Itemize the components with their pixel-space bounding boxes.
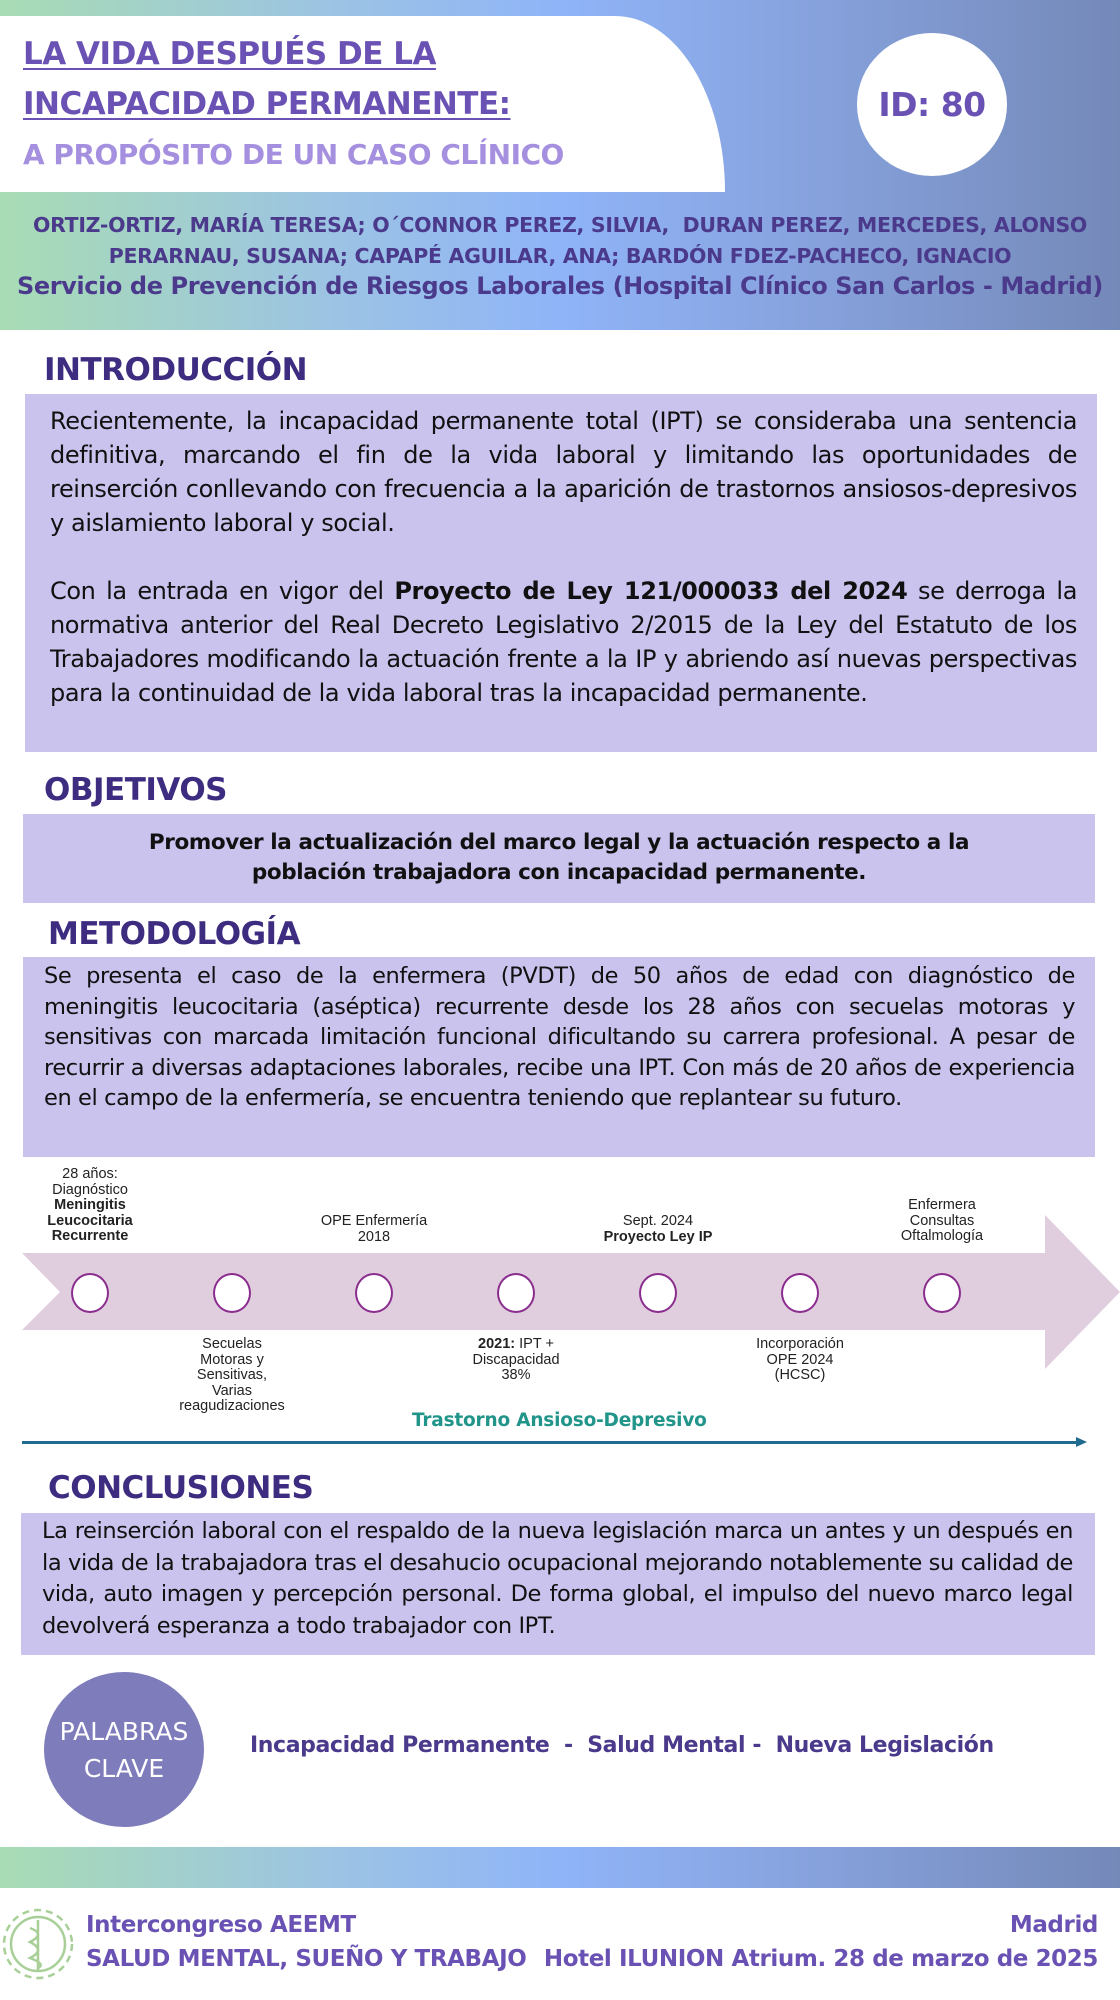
event-line: Consultas [909,1212,975,1229]
event-line: Sensitivas, [196,1367,268,1383]
event-line [472,1337,559,1353]
timeline-event-oftalmologia [901,1198,983,1245]
event-line: Meningitis [54,1197,126,1213]
section-title-metodologia: METODOLOGÍA [48,916,301,952]
poster-subtitle: A PROPÓSITO DE UN CASO CLÍNICO [23,138,564,171]
event-line: OPE Enfermería [320,1213,428,1229]
section-title-objetivos: OBJETIVOS [44,772,227,808]
event-line: OPE 2024 [766,1351,834,1368]
timeline-event-proyecto-ley [604,1214,713,1245]
id-badge-text: ID: 80 [878,85,986,124]
timeline-node-5[interactable] [639,1273,677,1313]
authors [0,210,1120,272]
timeline-node-4[interactable] [497,1273,535,1313]
authors-line-2: PERARNAU, SUSANA; CAPAPÉ AGUILAR, ANA; BARDÓN FDEZ-PACHECO, IGNACIO [108,244,1012,268]
timeline-event-ipt-2021 [472,1337,559,1384]
arrow-right-icon [1076,1437,1087,1447]
event-line: Leucocitaria [47,1212,133,1229]
event-line: Secuelas [202,1336,262,1352]
metodologia-text: Se presenta el caso de la enfermera (PVDT) de 50 años de edad con diagnóstico de meningitis leucocitaria (aséptica) recurrente desde los 28 años con secuelas motoras y sensitivas con marcada limitación funcional dificultando su carrera profesional. A pesar de recurrir a diversas adaptaciones laborales, recibe una IPT. Con más de 20 años de experiencia en el campo de la enfermería, se encuentra teniendo que replantear su futuro. [44,963,1075,1111]
keywords-badge-line-2: CLAVE [83,1753,165,1783]
authors-line-1: ORTIZ-ORTIZ, MARÍA TERESA; O´CONNOR PEREZ, SILVIA, DURAN PEREZ, MERCEDES, ALONSO [32,213,1088,237]
timeline-node-3[interactable] [355,1273,393,1313]
timeline-node-6[interactable] [781,1273,819,1313]
objetivos-line-1: Promover la actualización del marco legal y la actuación respecto a la [148,830,970,855]
timeline-event-incorporacion [756,1337,844,1384]
keywords-badge-line-1: PALABRAS [59,1716,189,1746]
event-line: Varias [211,1382,253,1399]
congress-name: Intercongreso AEEMT [86,1912,356,1938]
poster-header [0,0,1120,330]
congress-theme: SALUD MENTAL, SUEÑO Y TRABAJO [86,1946,527,1972]
timeline-node-1[interactable] [71,1273,109,1313]
paragraph-text: Con la entrada en vigor del [50,577,395,605]
metodologia-box [23,957,1095,1157]
section-title-conclusiones: CONCLUSIONES [48,1470,314,1506]
caduceus-gear-icon [0,1898,82,1990]
timeline-event-ope-2018 [321,1214,427,1245]
timeline [0,1160,1120,1460]
event-line: reagudizaciones [179,1398,285,1414]
event-text: IPT + [515,1336,554,1352]
introduccion-paragraph-2 [50,574,1077,710]
venue-date: Hotel ILUNION Atrium. 28 de marzo de 2025 [543,1946,1098,1972]
event-line: Discapacidad [472,1351,560,1368]
event-year: 2021: [478,1336,516,1352]
event-line: 2018 [357,1228,391,1245]
timeline-event-secuelas [179,1337,285,1415]
event-line: Incorporación [756,1336,844,1352]
event-line: 38% [501,1367,531,1383]
affiliation: Servicio de Prevención de Riesgos Laborales (Hospital Clínico San Carlos - Madrid) [16,272,1104,300]
event-line: Motoras y [200,1351,264,1368]
timeline-node-7[interactable] [923,1273,961,1313]
keywords-list: Incapacidad Permanente - Salud Mental - Nueva Legislación [250,1733,994,1758]
introduccion-paragraph-1: Recientemente, la incapacidad permanente total (IPT) se consideraba una sentencia definitiva, marcando el fin de la vida laboral y limitando las oportunidades de reinserción conllevando con frecuencia a la aparición de trastornos ansiosos-depresivos y aislamiento laboral y social. [50,407,1077,537]
event-line: (HCSC) [774,1367,826,1383]
event-line: Diagnóstico [52,1181,128,1198]
footer-band [0,1847,1120,1888]
objetivos-box [23,814,1095,903]
timeline-node-2[interactable] [213,1273,251,1313]
congress-info [86,1908,526,1976]
poster-title-line-1: LA VIDA DESPUÉS DE LA [23,36,436,72]
poster-title-line-2: INCAPACIDAD PERMANENTE: [23,86,511,122]
timeline-event-diagnosis [47,1167,132,1245]
venue-info [544,1908,1098,1976]
anxiety-span-label: Trastorno Ansioso-Depresivo [412,1410,707,1431]
event-line: Proyecto Ley IP [603,1228,713,1245]
objetivos-line-2: población trabajadora con incapacidad permanente. [251,860,867,885]
law-reference: Proyecto de Ley 121/000033 del 2024 [394,577,908,605]
event-line: Enfermera [908,1197,976,1213]
event-line: Oftalmología [900,1228,984,1244]
paragraph-text: se derroga la normativa anterior del Real Decreto Legislativo 2/2015 de la Ley del Estatuto de los Trabajadores modificando la actuación frente a la IP y abriendo así nuevas perspectivas para la continuidad de la vida laboral tras la incapacidad permanente. [50,577,1077,707]
introduccion-box [25,394,1097,752]
event-line: Recurrente [51,1228,129,1244]
keywords-badge [44,1672,204,1827]
venue-city: Madrid [1009,1912,1098,1938]
anxiety-span-line [22,1441,1080,1444]
event-line: Sept. 2024 [622,1213,694,1229]
conclusiones-text: La reinserción laboral con el respaldo de la nueva legislación marca un antes y un después en la vida de la trabajadora tras el desahucio ocupacional mejorando notablemente su calidad de vida, auto imagen y percepción personal. De forma global, el impulso del nuevo marco legal devolverá esperanza a todo trabajador con IPT. [42,1518,1073,1639]
conclusiones-box [21,1513,1095,1655]
section-title-introduccion: INTRODUCCIÓN [44,352,308,388]
id-badge [857,33,1007,176]
event-line: 28 años: [62,1166,118,1182]
